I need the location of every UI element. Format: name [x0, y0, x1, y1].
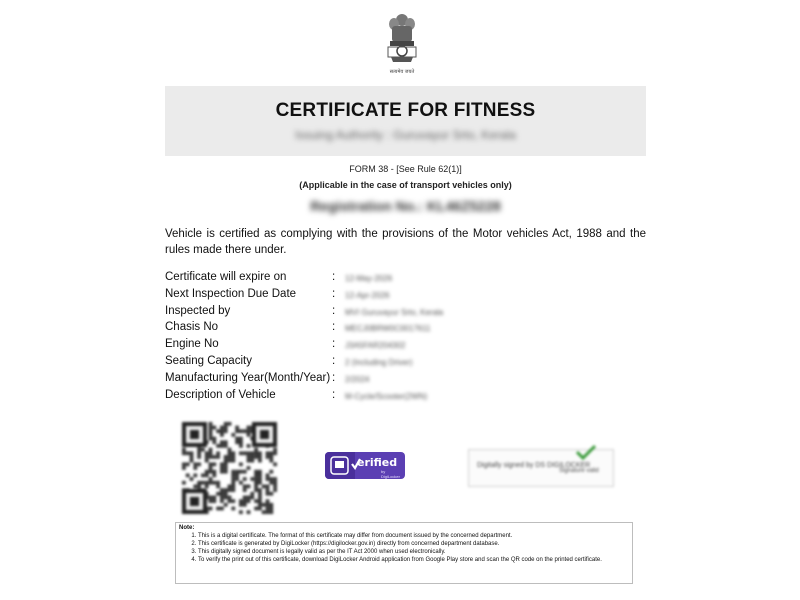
signature-signer: Digitally signed by DS DIGILOCKER — [477, 462, 591, 469]
note-list — [176, 532, 628, 564]
note-item: 3. This digitally signed document is legally valid as per the IT Act 2000 when used electronically. — [198, 548, 628, 556]
national-emblem-icon — [382, 10, 422, 66]
qr-code[interactable] — [182, 422, 277, 514]
detail-value: 12-Apr-2026 — [345, 290, 390, 300]
detail-label: Description of Vehicle — [165, 388, 276, 401]
note-item: 4. To verify the print out of this certificate, download DigiLocker Android application from Google Play store and scan the QR code on the printed certificate. — [198, 556, 628, 564]
detail-row — [165, 389, 646, 406]
detail-row — [165, 355, 646, 372]
certification-statement: Vehicle is certified as complying with the provisions of the Motor vehicles Act, 1988 and the rules made there under. — [165, 228, 646, 256]
detail-row — [165, 305, 646, 322]
detail-separator: : — [332, 304, 336, 317]
detail-separator: : — [332, 271, 336, 283]
detail-row — [165, 288, 646, 305]
certificate-title: CERTIFICATE FOR FITNESS — [275, 100, 536, 121]
detail-separator: : — [332, 321, 336, 334]
registration-number: Registration No.: KL46Z5228 — [310, 198, 501, 214]
detail-label: Inspected by — [165, 304, 231, 317]
detail-value: 12-May-2026 — [345, 274, 393, 283]
certificate-header — [165, 86, 646, 156]
detail-separator: : — [332, 287, 336, 300]
detail-value: 2 (Including Driver) — [345, 357, 413, 367]
detail-separator: : — [332, 388, 336, 401]
signature-status: Signature valid — [559, 468, 599, 474]
detail-separator: : — [332, 371, 336, 384]
detail-row — [165, 338, 646, 355]
applicability-note: (Applicable in the case of transport vehicles only) — [299, 180, 512, 190]
verified-sublabel: by DigiLocker — [381, 469, 400, 479]
signature-check-icon — [575, 444, 597, 460]
note-title: Note: — [179, 525, 195, 531]
detail-label: Next Inspection Due Date — [165, 287, 297, 300]
detail-label: Certificate will expire on — [165, 271, 287, 283]
detail-value: 2/2024 — [345, 374, 370, 384]
detail-separator: : — [332, 338, 336, 351]
note-item: 2. This certificate is generated by DigiLocker (https://digilocker.gov.in) directly from concerned department database. — [198, 540, 628, 548]
issuing-authority: Issuing Authority : Guruvayur Srto, Kerala — [295, 128, 516, 142]
verified-label: erified — [357, 456, 398, 469]
note-box — [175, 522, 633, 584]
detail-value: M-Cycle/Scooter(2WN) — [345, 391, 428, 401]
detail-row — [165, 321, 646, 338]
detail-label: Engine No — [165, 338, 219, 351]
detail-label: Seating Capacity — [165, 354, 252, 367]
detail-label: Manufacturing Year(Month/Year) — [165, 371, 331, 384]
emblem — [380, 10, 424, 75]
detail-value: MVI Guruvayur Srto, Kerala — [345, 307, 444, 317]
note-item: 1. This is a digital certificate. The format of this certificate may differ from document issued by the concerned department. — [198, 532, 628, 540]
emblem-caption: सत्यमेव जयते — [389, 69, 415, 75]
detail-row — [165, 372, 646, 389]
vehicle-details — [165, 271, 646, 405]
digilocker-verified-badge — [325, 452, 405, 479]
detail-value: J3A5FAR204302 — [345, 341, 406, 351]
digital-signature — [468, 449, 614, 487]
form-reference: FORM 38 - [See Rule 62(1)] — [349, 164, 462, 174]
detail-value: MECJ0BRW0C0017611 — [345, 324, 431, 334]
detail-row — [165, 271, 646, 288]
detail-label: Chasis No — [165, 321, 219, 334]
detail-separator: : — [332, 354, 336, 367]
